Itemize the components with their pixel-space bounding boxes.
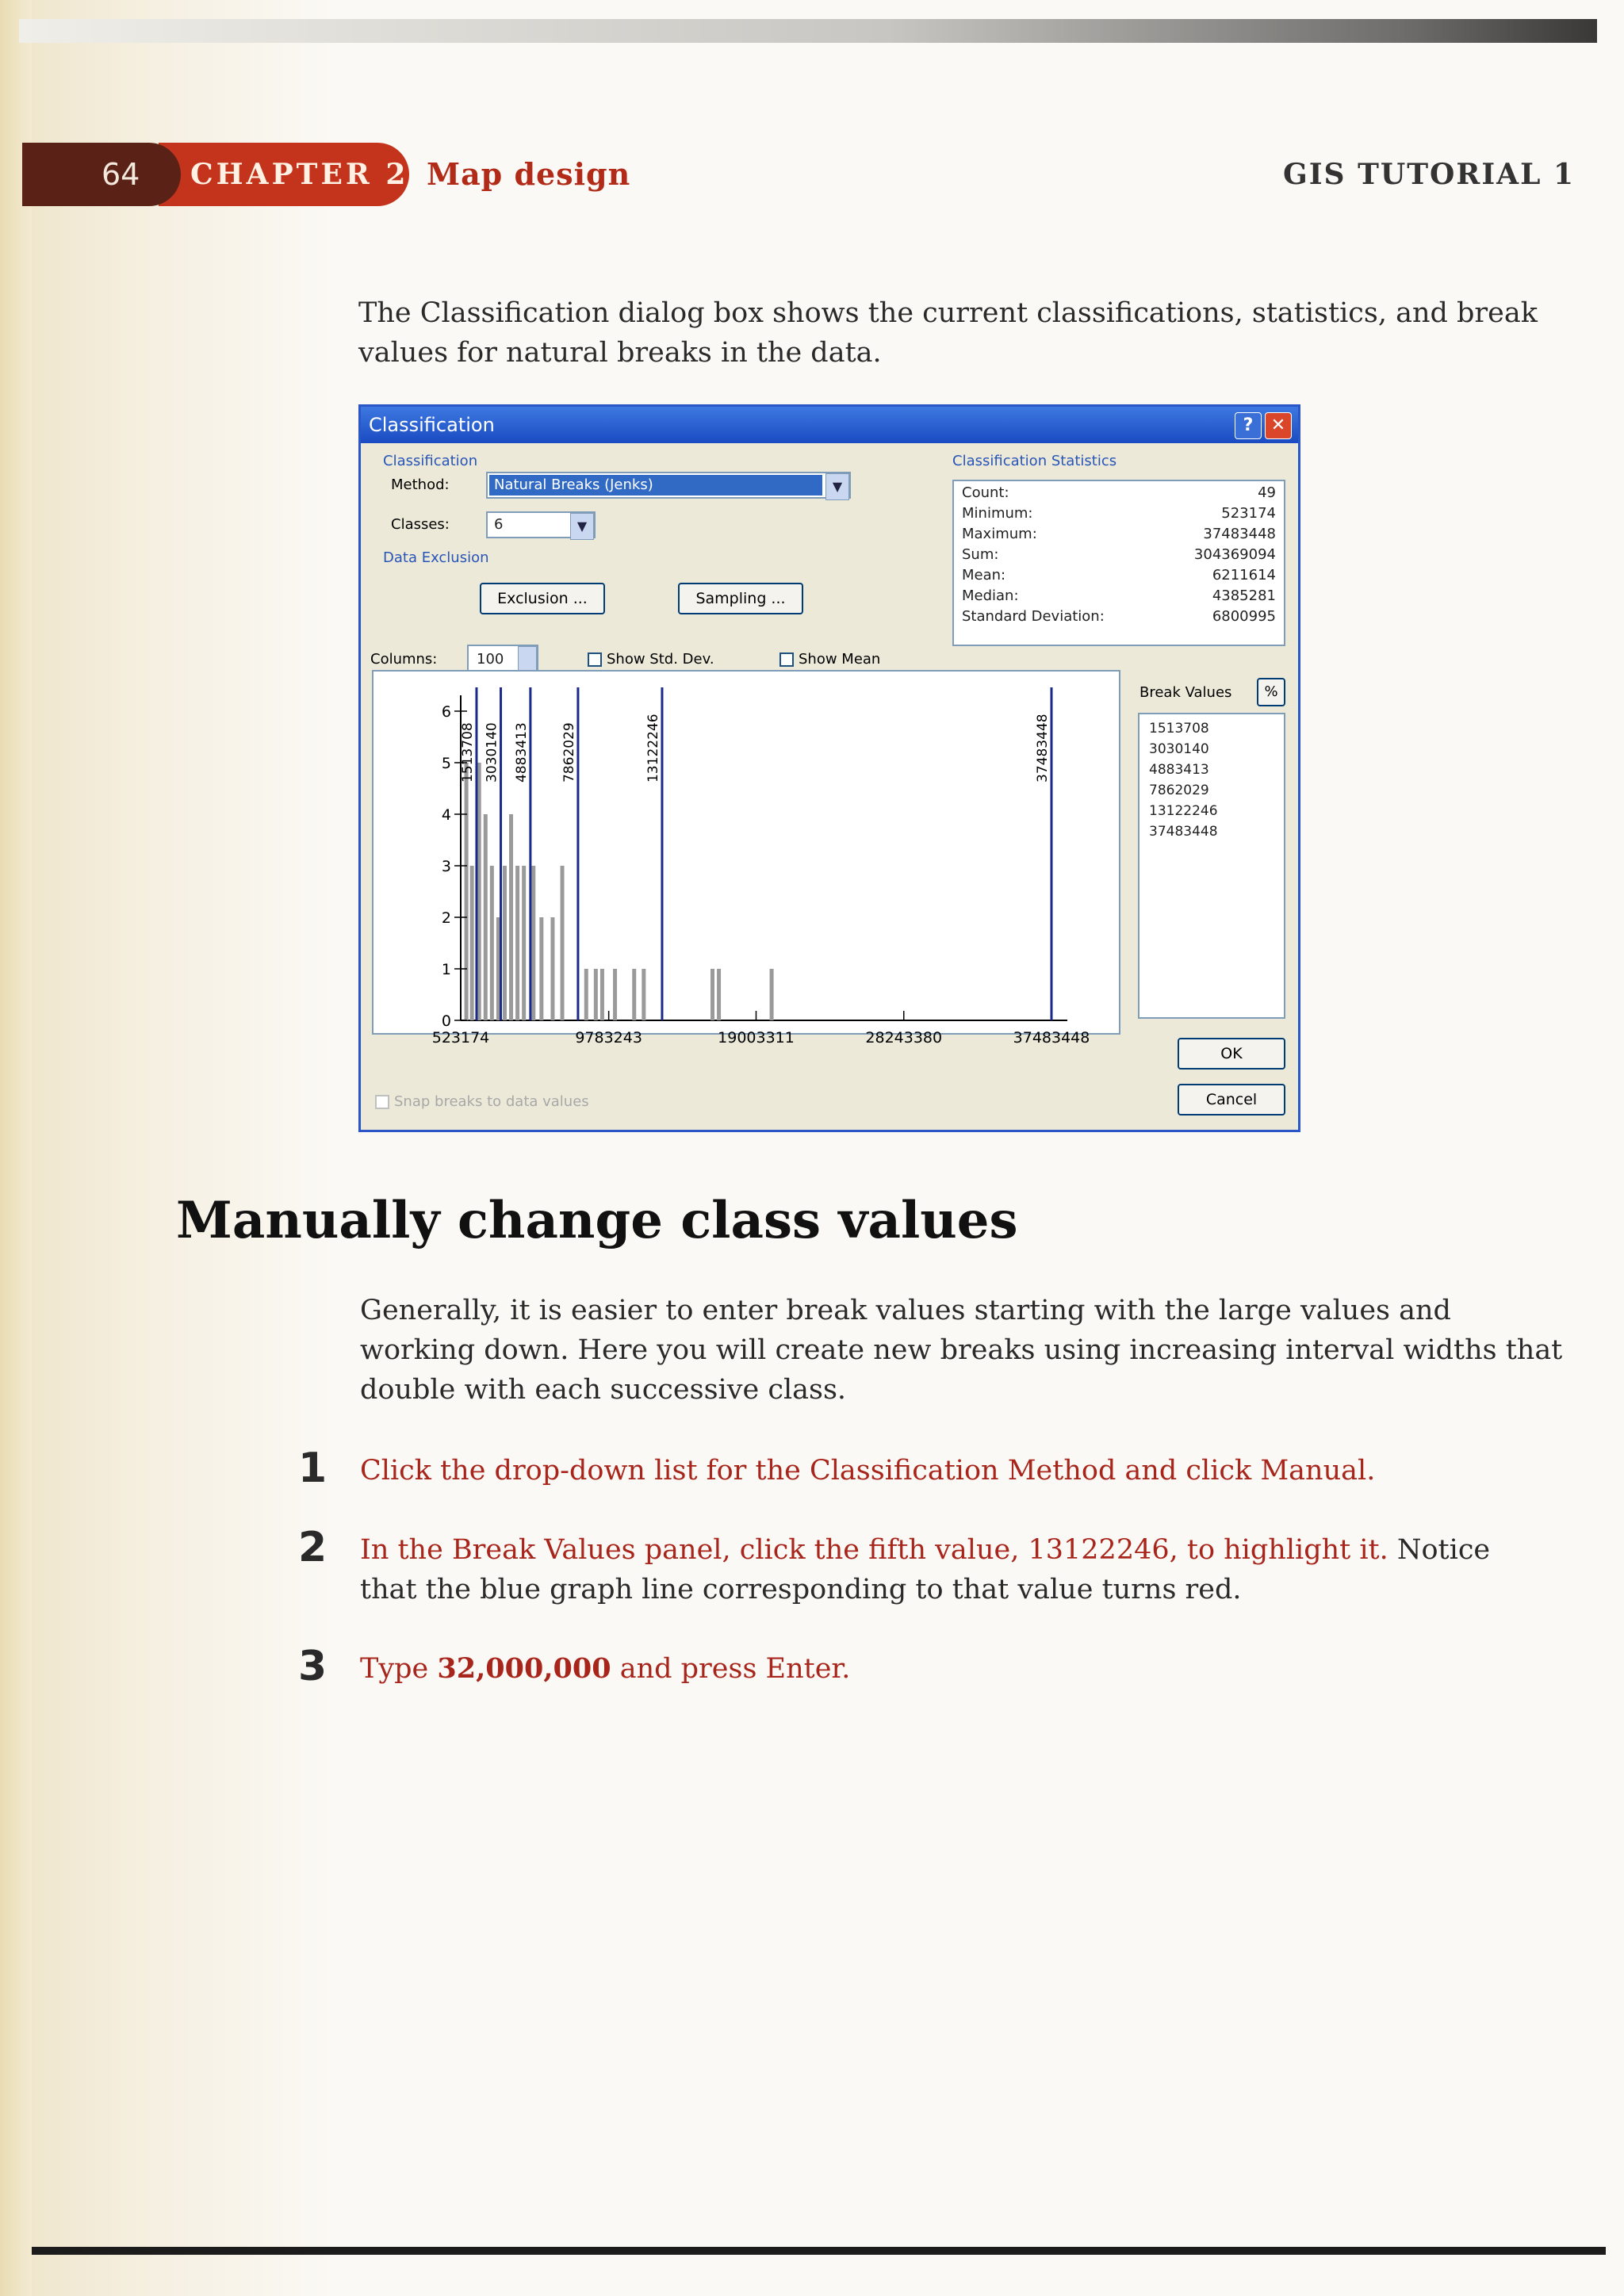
page-edge-shade bbox=[0, 0, 32, 2296]
step-note: Notice that the blue graph line corresponding to that value turns red. bbox=[360, 1534, 1491, 1605]
histogram-bar bbox=[503, 866, 507, 1020]
book-title: GIS TUTORIAL 1 bbox=[1282, 158, 1575, 191]
break-line-label: 37483448 bbox=[1035, 714, 1051, 783]
classes-dropdown[interactable] bbox=[486, 511, 596, 538]
snap-label: Snap breaks to data values bbox=[394, 1093, 589, 1110]
classes-label: Classes: bbox=[391, 516, 450, 533]
data-exclusion-label: Data Exclusion bbox=[383, 549, 489, 566]
page-number: 64 bbox=[102, 157, 140, 192]
break-value-item[interactable]: 7862029 bbox=[1149, 783, 1209, 798]
histogram-bar bbox=[515, 866, 519, 1020]
stats-group-label: Classification Statistics bbox=[952, 453, 1117, 469]
checkbox-icon[interactable] bbox=[588, 652, 602, 667]
columns-label: Columns: bbox=[370, 651, 438, 668]
break-line-label: 4883413 bbox=[513, 722, 530, 783]
stat-value: 37483448 bbox=[1203, 526, 1276, 542]
histogram-bar bbox=[632, 969, 636, 1020]
dialog-title: Classification bbox=[369, 414, 495, 436]
stat-value: 304369094 bbox=[1193, 546, 1276, 563]
break-values-label: Break Values bbox=[1139, 684, 1232, 701]
histogram-bar bbox=[470, 866, 474, 1020]
y-tick-label: 0 bbox=[441, 1012, 451, 1030]
dialog-title-bar bbox=[361, 407, 1298, 443]
x-tick-label: 37483448 bbox=[1013, 1029, 1090, 1047]
show-std-checkbox[interactable] bbox=[588, 651, 714, 668]
break-line-label: 7862029 bbox=[561, 722, 577, 783]
section-heading: Manually change class values bbox=[176, 1191, 1018, 1250]
top-band bbox=[19, 19, 1597, 43]
stat-label: Maximum: bbox=[962, 526, 1037, 542]
histogram-bar bbox=[509, 814, 513, 1020]
step-instruction: Type bbox=[360, 1653, 438, 1685]
stat-label: Median: bbox=[962, 587, 1019, 604]
histogram-bar bbox=[477, 763, 481, 1020]
break-value-item[interactable]: 13122246 bbox=[1149, 803, 1218, 819]
sampling-button[interactable]: Sampling ... bbox=[678, 583, 803, 614]
stat-row bbox=[962, 567, 1276, 587]
bottom-band bbox=[32, 2247, 1606, 2255]
classification-dialog bbox=[358, 404, 1300, 1132]
stats-panel bbox=[952, 480, 1285, 646]
y-tick-label: 3 bbox=[441, 858, 451, 875]
stat-row bbox=[962, 546, 1276, 567]
x-tick-label: 9783243 bbox=[575, 1029, 642, 1047]
stat-row bbox=[962, 526, 1276, 546]
histogram-bar bbox=[642, 969, 645, 1020]
break-line-label: 1513708 bbox=[459, 722, 476, 783]
histogram-bar bbox=[770, 969, 774, 1020]
break-values-list[interactable] bbox=[1138, 713, 1285, 1019]
chapter-tab bbox=[159, 143, 409, 206]
histogram-bar bbox=[539, 917, 543, 1020]
columns-spinner[interactable] bbox=[467, 645, 538, 673]
x-tick-label: 28243380 bbox=[865, 1029, 943, 1047]
histogram-bar bbox=[600, 969, 604, 1020]
stat-value: 4385281 bbox=[1212, 587, 1276, 604]
histogram-panel[interactable] bbox=[372, 670, 1120, 1047]
show-std-label: Show Std. Dev. bbox=[607, 651, 714, 668]
intro-paragraph: The Classification dialog box shows the current classifications, statistics, and break values for natural breaks in the data. bbox=[358, 297, 1538, 369]
classes-value: 6 bbox=[494, 516, 504, 533]
checkbox-icon[interactable] bbox=[779, 652, 794, 667]
stat-value: 6211614 bbox=[1212, 567, 1276, 584]
stat-row bbox=[962, 608, 1276, 629]
histogram-bar bbox=[550, 917, 554, 1020]
classification-group-label: Classification bbox=[383, 453, 478, 469]
step-2-text bbox=[360, 1530, 1549, 1609]
histogram-bar bbox=[561, 866, 565, 1020]
exclusion-button[interactable]: Exclusion ... bbox=[480, 583, 605, 614]
percent-button[interactable]: % bbox=[1257, 678, 1285, 706]
stat-label: Standard Deviation: bbox=[962, 608, 1105, 625]
step-1-text bbox=[360, 1451, 1549, 1490]
snap-checkbox[interactable] bbox=[375, 1093, 589, 1110]
chapter-label: CHAPTER 2 bbox=[190, 158, 409, 191]
y-tick-label: 2 bbox=[441, 909, 451, 927]
method-label: Method: bbox=[391, 476, 450, 493]
stat-label: Sum: bbox=[962, 546, 999, 563]
step-instruction: In the Break Values panel, click the fifth value, 13122246, to highlight it. bbox=[360, 1534, 1388, 1566]
break-value-item[interactable]: 3030140 bbox=[1149, 741, 1209, 757]
chevron-down-icon[interactable]: ▼ bbox=[570, 513, 594, 540]
y-tick-label: 4 bbox=[441, 806, 451, 824]
x-tick-label: 19003311 bbox=[718, 1029, 795, 1047]
step-number: 2 bbox=[298, 1524, 327, 1571]
histogram-bar bbox=[490, 866, 494, 1020]
stat-label: Count: bbox=[962, 484, 1009, 501]
method-dropdown[interactable] bbox=[486, 472, 851, 499]
histogram-bar bbox=[717, 969, 721, 1020]
step-3-text bbox=[360, 1649, 1549, 1689]
y-tick-label: 6 bbox=[441, 703, 451, 721]
y-tick-label: 1 bbox=[441, 961, 451, 978]
help-button[interactable]: ? bbox=[1235, 412, 1262, 439]
close-button[interactable]: ✕ bbox=[1265, 412, 1292, 439]
x-tick-label: 523174 bbox=[431, 1029, 490, 1047]
body-paragraph: Generally, it is easier to enter break values starting with the large values and working down. Here you will create new breaks using increasing interval widths that double with each successive class. bbox=[360, 1295, 1563, 1406]
columns-value: 100 bbox=[477, 651, 504, 668]
histogram-bar bbox=[531, 866, 535, 1020]
ok-button[interactable]: OK bbox=[1178, 1038, 1285, 1070]
method-value: Natural Breaks (Jenks) bbox=[489, 475, 822, 496]
break-value-item[interactable]: 4883413 bbox=[1149, 762, 1209, 778]
step-instruction: and press Enter. bbox=[611, 1653, 851, 1685]
show-mean-checkbox[interactable] bbox=[779, 651, 880, 668]
stat-label: Mean: bbox=[962, 567, 1006, 584]
show-mean-label: Show Mean bbox=[799, 651, 881, 668]
chevron-down-icon[interactable]: ▼ bbox=[825, 473, 849, 500]
histogram-bar bbox=[613, 969, 617, 1020]
histogram-bar bbox=[465, 763, 469, 1020]
stat-row bbox=[962, 587, 1276, 608]
stat-value: 523174 bbox=[1221, 505, 1276, 522]
histogram-bar bbox=[710, 969, 714, 1020]
step-instruction-value: 32,000,000 bbox=[437, 1652, 611, 1685]
cancel-button[interactable]: Cancel bbox=[1178, 1084, 1285, 1115]
y-tick-label: 5 bbox=[441, 755, 451, 772]
break-line-label: 13122246 bbox=[645, 714, 661, 783]
section-title: Map design bbox=[427, 156, 631, 192]
break-value-item[interactable]: 1513708 bbox=[1149, 721, 1209, 737]
checkbox-icon[interactable] bbox=[375, 1095, 389, 1109]
histogram-bar bbox=[522, 866, 526, 1020]
stat-label: Minimum: bbox=[962, 505, 1033, 522]
histogram-bar bbox=[594, 969, 598, 1020]
histogram-chart[interactable] bbox=[373, 672, 1119, 1047]
step-number: 1 bbox=[298, 1445, 327, 1492]
step-number: 3 bbox=[298, 1643, 327, 1690]
step-instruction: Click the drop-down list for the Classification Method and click Manual. bbox=[360, 1455, 1376, 1487]
histogram-bar bbox=[484, 814, 488, 1020]
break-value-item[interactable]: 37483448 bbox=[1149, 824, 1218, 840]
stat-value: 49 bbox=[1258, 484, 1276, 501]
histogram-bar bbox=[584, 969, 588, 1020]
page-number-tab bbox=[22, 143, 181, 206]
stat-row bbox=[962, 505, 1276, 526]
stat-value: 6800995 bbox=[1212, 608, 1276, 625]
break-line-label: 3030140 bbox=[484, 722, 500, 783]
stat-row bbox=[962, 484, 1276, 505]
